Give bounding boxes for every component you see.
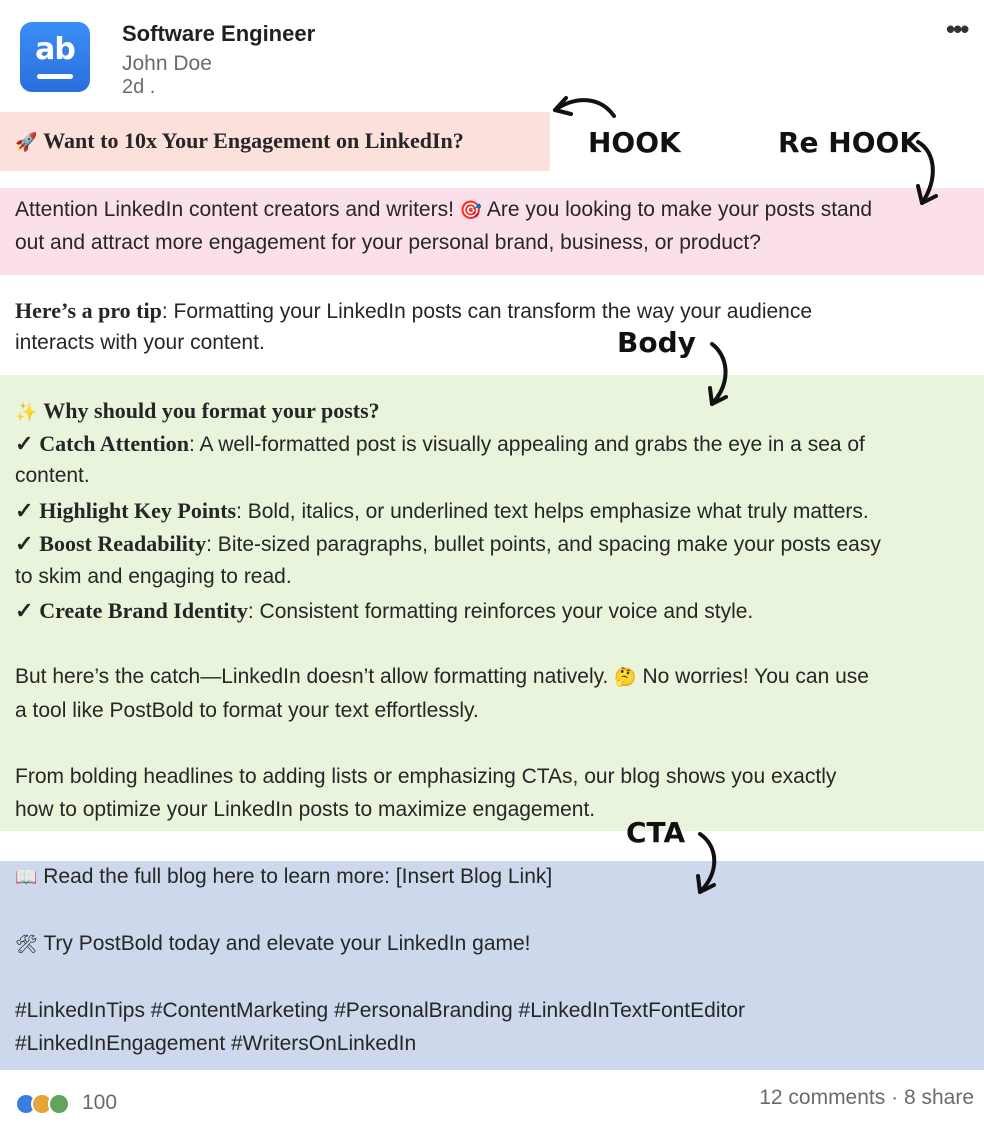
check-icon: ✓ xyxy=(15,431,34,456)
point-title: Highlight Key Points xyxy=(39,498,237,523)
tools-icon: 🛠 xyxy=(15,934,38,955)
point-text: : Bite-sized paragraphs, bullet points, and spacing make your posts easy xyxy=(206,533,881,556)
catch-text-a: But here’s the catch—LinkedIn doesn’t allow formatting natively. xyxy=(15,665,609,688)
point-continuation: to skim and engaging to read. xyxy=(15,565,292,588)
logo-text: ab xyxy=(35,32,75,67)
stats-separator: · xyxy=(891,1086,899,1109)
point-continuation: content. xyxy=(15,464,90,487)
point-boost-readability xyxy=(15,531,881,557)
check-icon: ✓ xyxy=(15,531,34,556)
point-title: Catch Attention xyxy=(39,431,189,456)
shares-link[interactable]: 8 share xyxy=(903,1086,974,1109)
intro-line-1 xyxy=(15,298,812,324)
blog-line-1: From bolding headlines to adding lists or emphasizing CTAs, our blog shows you exactly xyxy=(15,765,837,788)
hook-text: Want to 10x Your Engagement on LinkedIn? xyxy=(43,128,464,153)
thinking-face-icon: 🤔 xyxy=(614,667,637,688)
more-options-icon[interactable]: ••• xyxy=(946,14,968,44)
intro-line-2: interacts with your content. xyxy=(15,331,265,354)
catch-text-b: No worries! You can use xyxy=(642,665,869,688)
catch-line-2: a tool like PostBold to format your text effortlessly. xyxy=(15,699,479,722)
target-icon: 🎯 xyxy=(459,200,483,221)
post-title[interactable]: Software Engineer xyxy=(122,21,316,46)
open-book-icon: 📖 xyxy=(15,867,38,888)
point-text: : Bold, italics, or underlined text helps emphasize what truly matters. xyxy=(236,500,869,523)
reaction-count[interactable]: 100 xyxy=(82,1091,118,1114)
rehook-line-2: out and attract more engagement for your personal brand, business, or product? xyxy=(15,231,761,254)
engagement-stats xyxy=(759,1086,974,1110)
rehook-text-b: Are you looking to make your posts stand xyxy=(486,198,873,221)
annotation-hook: HOOK xyxy=(588,126,681,159)
catch-line-1 xyxy=(15,665,869,689)
read-blog-text[interactable]: Read the full blog here to learn more: [Insert Blog Link] xyxy=(43,865,553,888)
hashtags-line-2[interactable]: #LinkedInEngagement #WritersOnLinkedIn xyxy=(15,1032,417,1055)
intro-bold: Here’s a pro tip xyxy=(15,298,162,323)
author-name[interactable]: John Doe xyxy=(122,52,212,75)
point-title: Boost Readability xyxy=(39,531,207,556)
sparkles-icon: ✨ xyxy=(15,402,38,423)
post-footer xyxy=(0,1078,984,1132)
annotation-body: Body xyxy=(617,326,696,359)
comments-link[interactable]: 12 comments xyxy=(759,1086,886,1109)
blog-line-2: how to optimize your LinkedIn posts to maximize engagement. xyxy=(15,798,596,821)
annotation-rehook: Re HOOK xyxy=(778,126,922,159)
annotation-cta: CTA xyxy=(626,816,686,849)
why-heading-text: Why should you format your posts? xyxy=(43,398,380,423)
try-postbold-line xyxy=(15,932,531,956)
post-age: 2d . xyxy=(122,76,156,98)
check-icon: ✓ xyxy=(15,598,34,623)
point-title: Create Brand Identity xyxy=(39,598,248,623)
read-blog-line xyxy=(15,865,552,889)
why-heading xyxy=(15,398,380,424)
point-create-brand-identity xyxy=(15,598,753,624)
rehook-text-a: Attention LinkedIn content creators and writers! xyxy=(15,198,454,221)
hashtags-line-1[interactable]: #LinkedInTips #ContentMarketing #PersonalBranding #LinkedInTextFontEditor xyxy=(15,999,745,1022)
point-highlight-key-points xyxy=(15,498,869,524)
support-reaction-icon[interactable] xyxy=(48,1093,70,1115)
intro-text: : Formatting your LinkedIn posts can transform the way your audience xyxy=(161,300,813,323)
company-logo[interactable] xyxy=(20,22,90,92)
post-header xyxy=(0,0,984,110)
check-icon: ✓ xyxy=(15,498,34,523)
try-postbold-text: Try PostBold today and elevate your LinkedIn game! xyxy=(43,932,531,955)
logo-underline xyxy=(37,74,73,79)
point-text: : A well-formatted post is visually appealing and grabs the eye in a sea of xyxy=(189,433,865,456)
point-catch-attention xyxy=(15,431,865,457)
rehook-line-1 xyxy=(15,198,872,222)
point-text: : Consistent formatting reinforces your voice and style. xyxy=(247,600,754,623)
hook-line xyxy=(15,128,464,154)
rocket-icon: 🚀 xyxy=(15,132,38,153)
